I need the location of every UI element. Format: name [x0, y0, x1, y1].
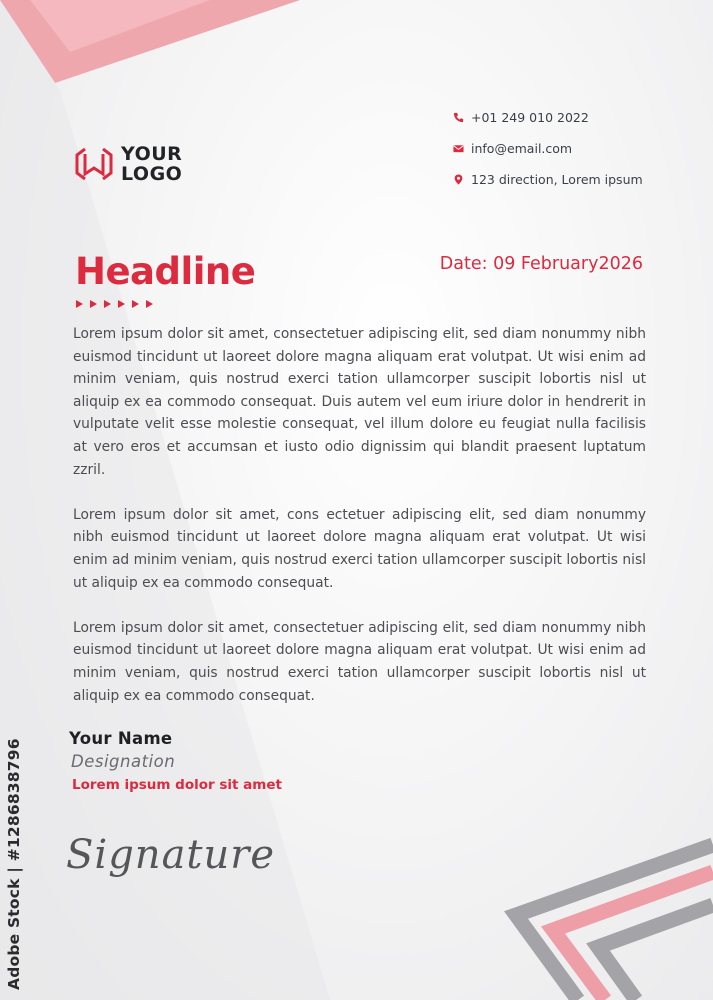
arrow-right-icon	[132, 300, 139, 308]
arrow-right-icon	[104, 300, 111, 308]
email-icon	[453, 143, 464, 154]
phone-icon	[453, 112, 464, 123]
letter-body	[73, 323, 646, 730]
page-title: Headline	[75, 250, 256, 293]
contact-email-row	[453, 133, 643, 164]
contact-block	[453, 102, 643, 195]
stock-watermark-id: Adobe Stock | #1286838796	[5, 738, 23, 990]
chevron-gray-inner	[598, 905, 713, 1000]
bottom-right-chevrons	[516, 845, 713, 1000]
body-paragraph-3: Lorem ipsum dolor sit amet, consectetuer adipiscing elit, sed diam nonummy nibh euismod tincidunt ut laoreet dolore magna aliquam erat volutpat. Ut wisi enim ad minim veniam, quis nostrud exerci tation ullamcorper suscipit lobortis nisl ut aliquip ex ea commodo consequat.	[73, 619, 646, 704]
contact-phone[interactable]: +01 249 010 2022	[471, 110, 589, 125]
letter-date: Date: 09 February2026	[439, 254, 643, 274]
contact-email[interactable]: info@email.com	[471, 141, 573, 156]
arrow-right-icon	[90, 300, 97, 308]
arrow-right-icon	[118, 300, 125, 308]
arrow-right-icon	[146, 300, 153, 308]
logo-line-1: YOUR	[121, 143, 183, 165]
body-paragraph-2: Lorem ipsum dolor sit amet, cons ectetuer adipiscing elit, sed diam nonummy nibh euismod tincidunt ut laoreet dolore magna aliquam erat volutpat. Ut wisi enim ad minim veniam, quis nostrud exerci tation ullamcorper suscipit lobortis nisl ut aliquip ex ea commodo consequat.	[73, 506, 646, 591]
logo-line-2: LOGO	[121, 163, 183, 185]
location-pin-icon	[453, 174, 464, 185]
signer-designation: Designation	[71, 752, 176, 771]
signer-tagline: Lorem ipsum dolor sit amet	[72, 777, 282, 793]
logo-text	[121, 144, 182, 184]
signer-name: Your Name	[69, 729, 173, 748]
hexagon-logo-icon	[75, 146, 113, 182]
contact-address-row	[453, 164, 643, 195]
contact-phone-row	[453, 102, 643, 133]
contact-address: 123 direction, Lorem ipsum	[471, 172, 643, 187]
company-logo	[75, 144, 182, 184]
signature: Signature	[66, 832, 276, 878]
headline-arrows	[76, 300, 153, 308]
body-paragraph-1: Lorem ipsum dolor sit amet, consectetuer adipiscing elit, sed diam nonummy nibh euismod tincidunt ut laoreet dolore magna aliquam erat volutpat. Ut wisi enim ad minim veniam, quis nostrud exerci tation ullamcorper suscipit lobortis nisl ut aliquip ex ea commodo consequat. Duis autem vel eum iriure dolor in hendrerit in vulputate velit esse molestie consequat, vel illum dolore eu feugiat nulla facilisis at vero eros et accumsan et iusto odio dignissim qui blandit praesent luptatum zzril.	[73, 326, 646, 478]
arrow-right-icon	[76, 300, 83, 308]
